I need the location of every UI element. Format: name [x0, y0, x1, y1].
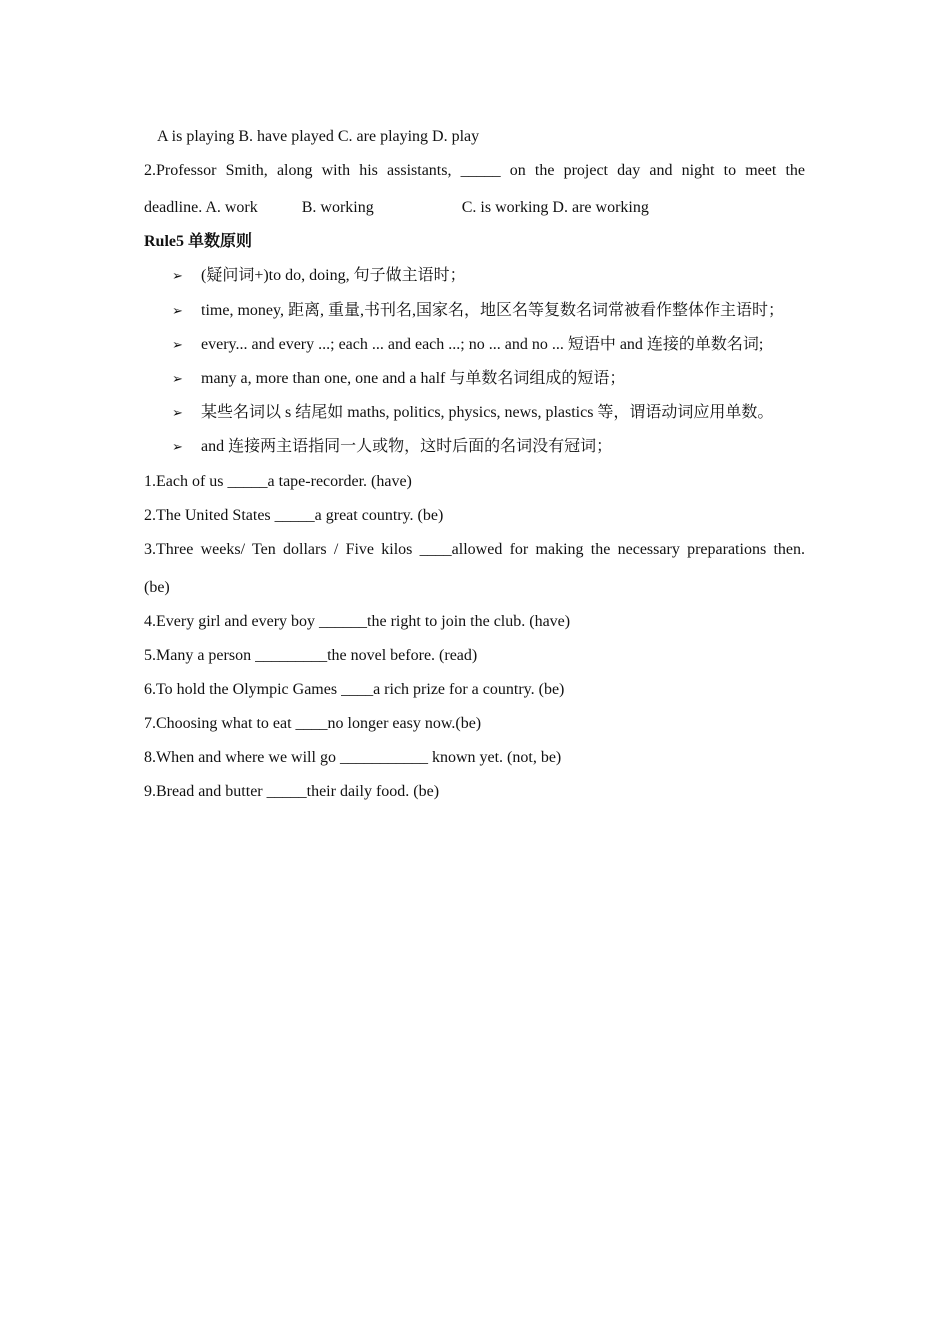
- exercise-text: 1.Each of us _____a tape-recorder. (have): [144, 473, 412, 490]
- exercise-text: (be): [144, 579, 170, 596]
- bullet-item: [172, 266, 812, 287]
- exercise-item: [144, 748, 805, 768]
- exercise-item: [144, 506, 805, 526]
- bullet-item: [172, 335, 812, 356]
- exercise-item: [144, 646, 805, 666]
- bullet-item: [172, 437, 812, 458]
- bullet-text: every... and every ...; each ... and each ...; no ... and no ... 短语中 and 连接的单数名词;: [201, 336, 764, 353]
- arrow-bullet-icon: ➢: [172, 406, 183, 421]
- exercise-item: [144, 612, 805, 632]
- bullet-item: [172, 369, 812, 390]
- exercise-text: 3.Three weeks/ Ten dollars / Five kilos ____allowed for making the necessary preparations then.: [144, 541, 805, 558]
- arrow-bullet-icon: ➢: [172, 269, 183, 284]
- exercise-text: 8.When and where we will go ___________ known yet. (not, be): [144, 749, 562, 766]
- bullet-text: many a, more than one, one and a half 与单数名词组成的短语；: [201, 370, 626, 387]
- bullet-text: (疑问词+)to do, doing, 句子做主语时；: [201, 267, 466, 284]
- question-2-text: 2.Professor Smith, along with his assistants, _____ on the project day and night to meet the: [144, 162, 805, 179]
- option-a-text: deadline. A. work: [144, 199, 258, 216]
- exercise-item: [144, 714, 805, 734]
- exercise-text: 2.The United States _____a great country. (be): [144, 507, 444, 524]
- bullet-text: 某些名词以 s 结尾如 maths, politics, physics, news, plastics 等，谓语动词应用单数。: [201, 404, 774, 421]
- answer-options-text: A is playing B. have played C. are playing D. play: [157, 128, 480, 145]
- exercise-text: 6.To hold the Olympic Games ____a rich prize for a country. (be): [144, 681, 565, 698]
- rule-heading-text: Rule5 单数原则: [144, 233, 253, 250]
- question-2-line: [144, 161, 805, 181]
- exercise-item: [144, 782, 805, 802]
- arrow-bullet-icon: ➢: [172, 338, 183, 353]
- option-b-text: B. working: [301, 199, 374, 216]
- exercise-text: 5.Many a person _________the novel before. (read): [144, 647, 478, 664]
- question-2-options-line: [144, 198, 805, 218]
- bullet-item: [172, 403, 812, 424]
- arrow-bullet-icon: ➢: [172, 372, 183, 387]
- arrow-bullet-icon: ➢: [172, 440, 183, 455]
- exercise-item-continuation: [144, 578, 805, 598]
- bullet-text: time, money, 距离, 重量,书刊名,国家名，地区名等复数名词常被看作整体作主语时；: [201, 302, 784, 319]
- exercise-text: 7.Choosing what to eat ____no longer easy now.(be): [144, 715, 482, 732]
- bullet-item: [172, 301, 812, 322]
- rule-heading: [144, 232, 805, 252]
- answer-options-line: [157, 127, 818, 147]
- exercise-text: 9.Bread and butter _____their daily food. (be): [144, 783, 440, 800]
- bullet-text: and 连接两主语指同一人或物，这时后面的名词没有冠词；: [201, 438, 613, 455]
- exercise-item: [144, 472, 805, 492]
- exercise-item: [144, 540, 805, 560]
- option-cd-text: C. is working D. are working: [461, 199, 649, 216]
- exercise-item: [144, 680, 805, 700]
- arrow-bullet-icon: ➢: [172, 304, 183, 319]
- exercise-text: 4.Every girl and every boy ______the right to join the club. (have): [144, 613, 571, 630]
